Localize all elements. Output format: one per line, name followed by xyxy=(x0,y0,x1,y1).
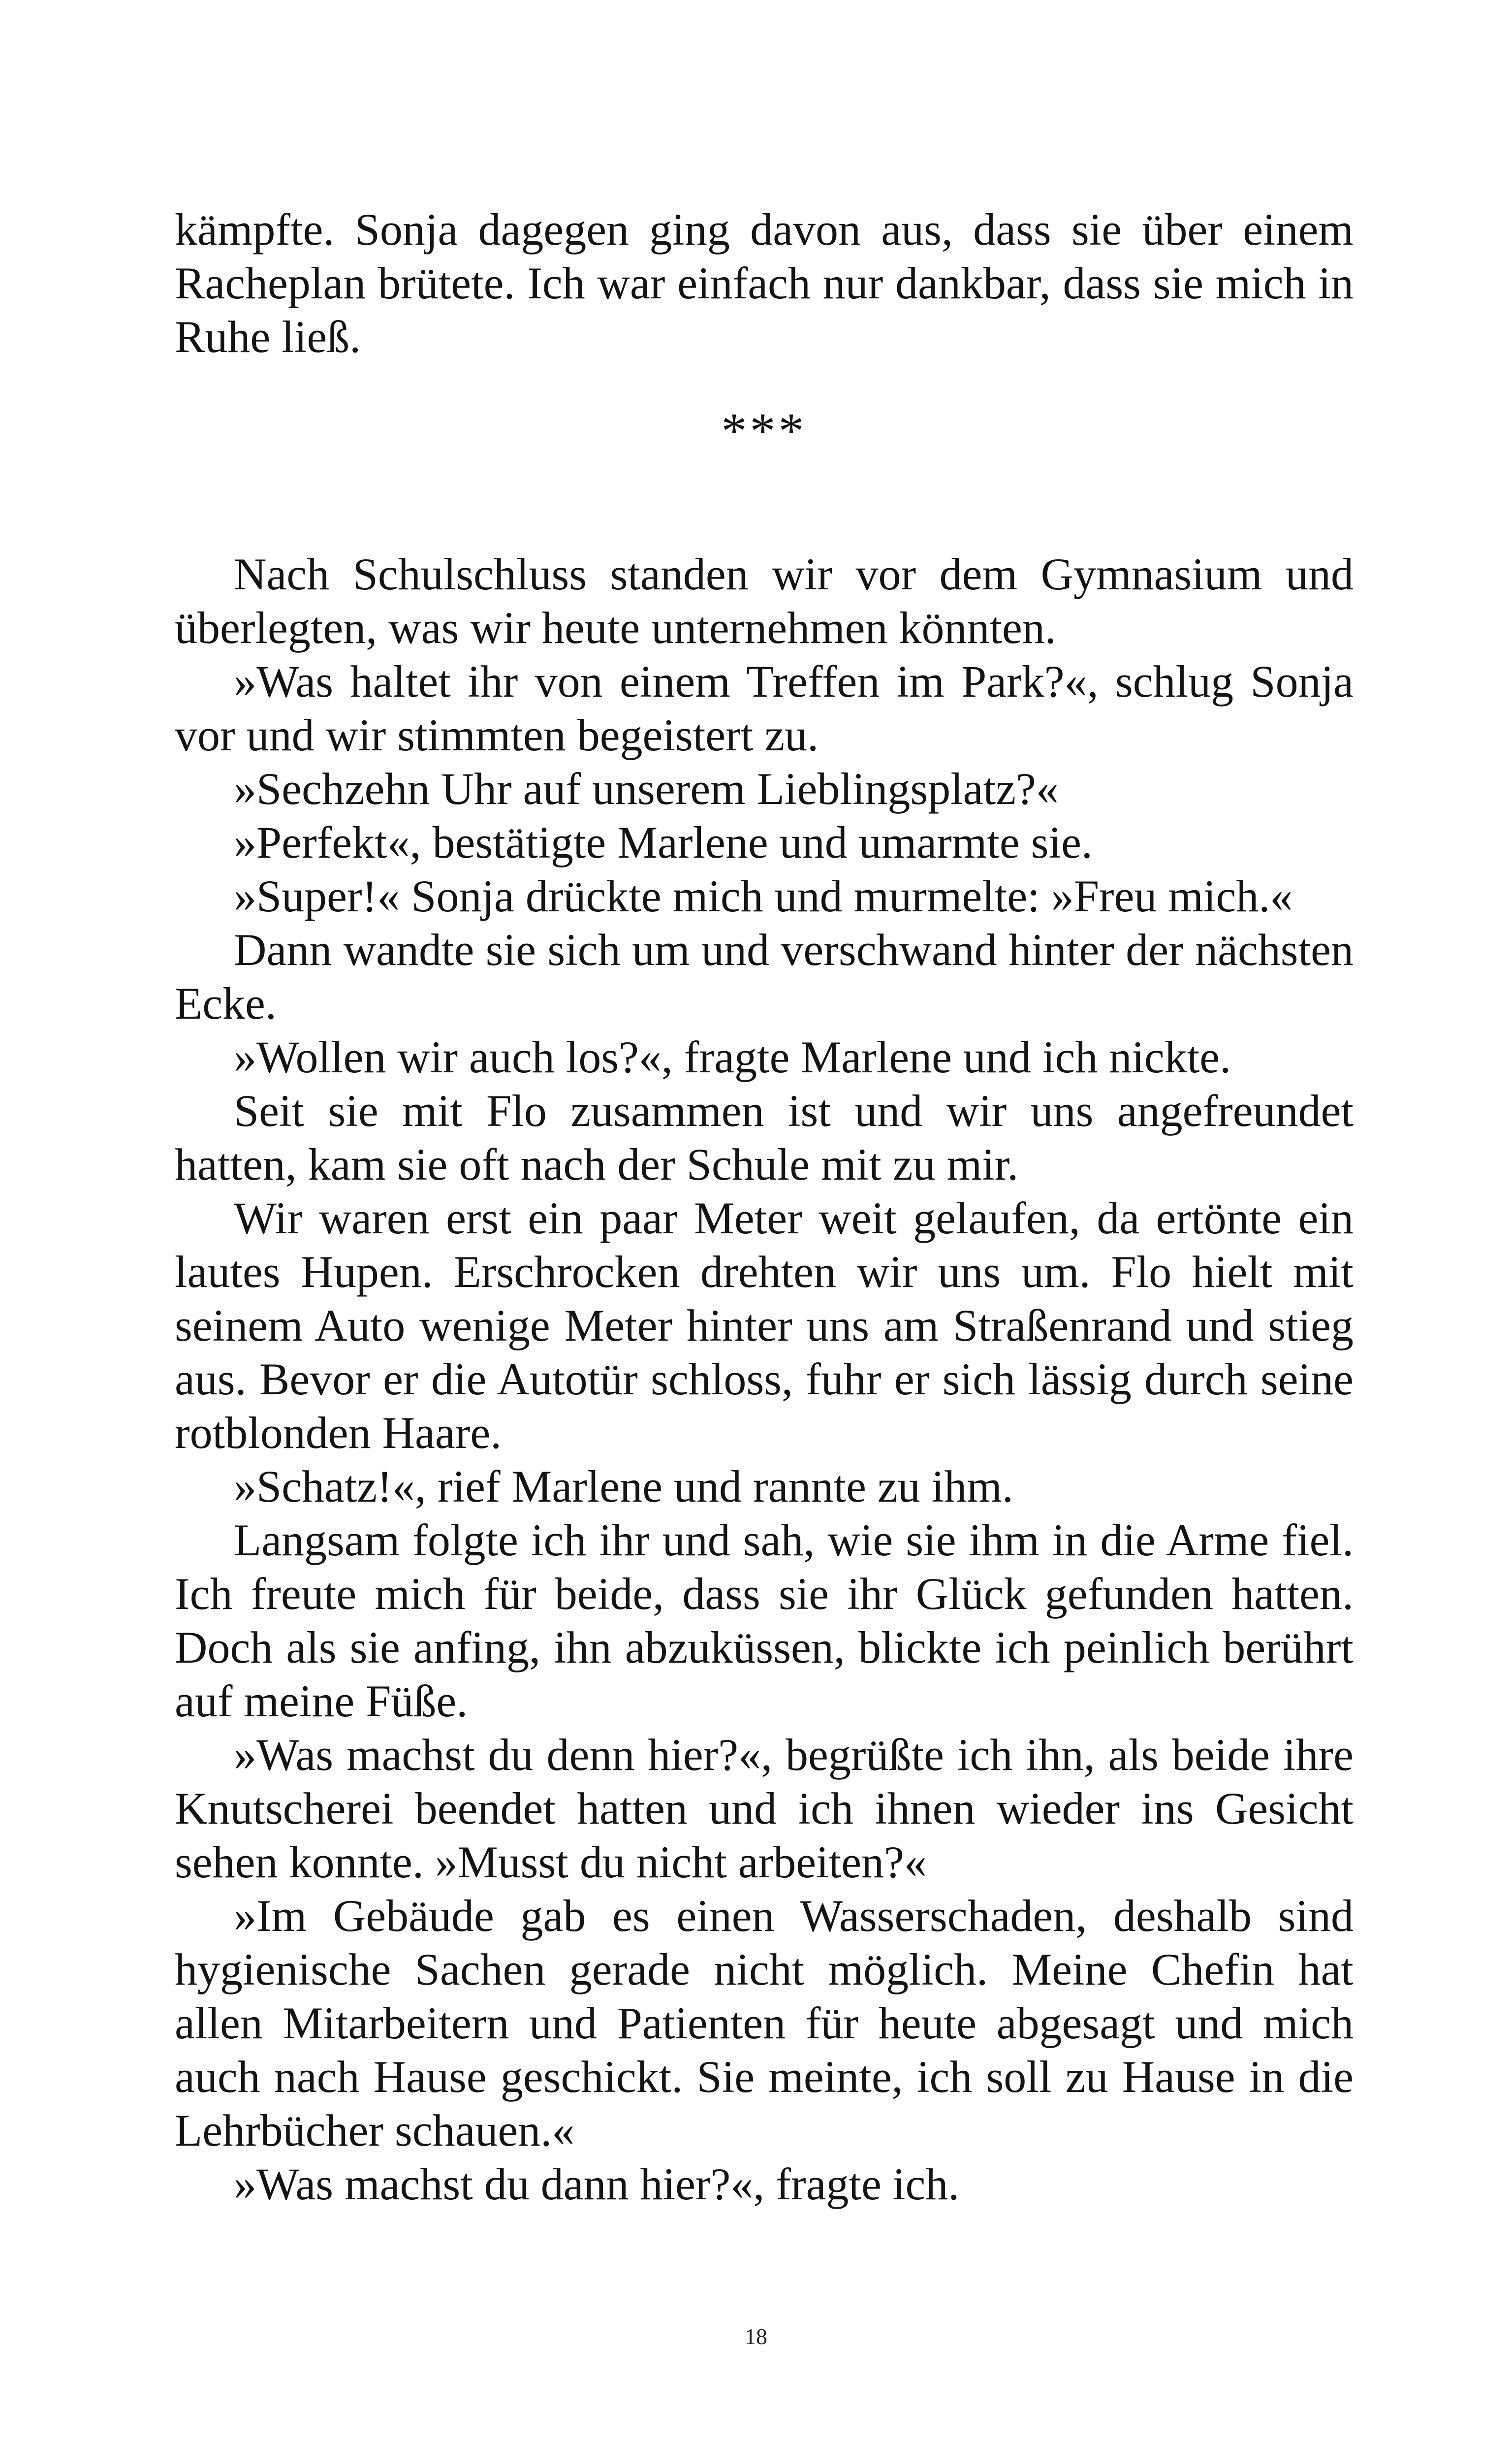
paragraph: »Super!« Sonja drückte mich und murmelte: »Freu mich.« xyxy=(234,871,1293,921)
scene-break-separator: *** xyxy=(721,403,807,459)
paragraph: »Schatz!«, rief Marlene und rannte zu ihm. xyxy=(234,1461,1013,1511)
paragraph: »Perfekt«, bestätigte Marlene und umarmte sie. xyxy=(234,817,1093,868)
paragraph: »Sechzehn Uhr auf unserem Lieblingsplatz?« xyxy=(234,764,1059,814)
paragraph: »Im Gebäude gab es einen Wasserschaden, deshalb sind hygienische Sachen gerade nicht möglich. Meine Chefin hat allen Mitarbeitern und Patienten für heute abgesagt und mich auch nach Hause geschickt. Sie meinte, ich soll zu Hause in die Lehrbücher schauen.« xyxy=(175,1891,1354,2155)
paragraph: »Was machst du dann hier?«, fragte ich. xyxy=(234,2159,960,2209)
paragraph: Dann wandte sie sich um und verschwand hinter der nächsten Ecke. xyxy=(175,925,1354,1029)
paragraph: »Wollen wir auch los?«, fragte Marlene und ich nickte. xyxy=(234,1032,1231,1082)
page-number: 18 xyxy=(745,2324,767,2349)
paragraph-continued: kämpfte. Sonja dagegen ging davon aus, dass sie über einem Racheplan brütete. Ich war einfach nur dankbar, dass sie mich in Ruhe ließ. xyxy=(175,204,1354,362)
paragraph: Langsam folgte ich ihr und sah, wie sie ihm in die Arme fiel. Ich freute mich für beide, dass sie ihr Glück gefunden hatten. Doch als sie anfing, ihn abzuküssen, blickte ich peinlich berührt auf meine Füße. xyxy=(175,1515,1354,1726)
paragraph: »Was haltet ihr von einem Treffen im Park?«, schlug Sonja vor und wir stimmten begeistert zu. xyxy=(175,656,1354,760)
paragraph: Seit sie mit Flo zusammen ist und wir uns angefreundet hatten, kam sie oft nach der Schule mit zu mir. xyxy=(175,1086,1354,1189)
paragraph: Nach Schulschluss standen wir vor dem Gymnasium und überlegten, was wir heute unternehmen könnten. xyxy=(175,549,1354,653)
paragraph: »Was machst du denn hier?«, begrüßte ich ihn, als beide ihre Knutscherei beendet hatten und ich ihnen wieder ins Gesicht sehen konnte. »Musst du nicht arbeiten?« xyxy=(175,1730,1354,1887)
page-body-text xyxy=(175,203,1354,2211)
paragraph: Wir waren erst ein paar Meter weit gelaufen, da ertönte ein lautes Hupen. Erschrocken drehten wir uns um. Flo hielt mit seinem Auto wenige Meter hinter uns am Straßenrand und stieg aus. Bevor er die Autotür schloss, fuhr er sich lässig durch seine rotblonden Haare. xyxy=(175,1193,1354,1458)
